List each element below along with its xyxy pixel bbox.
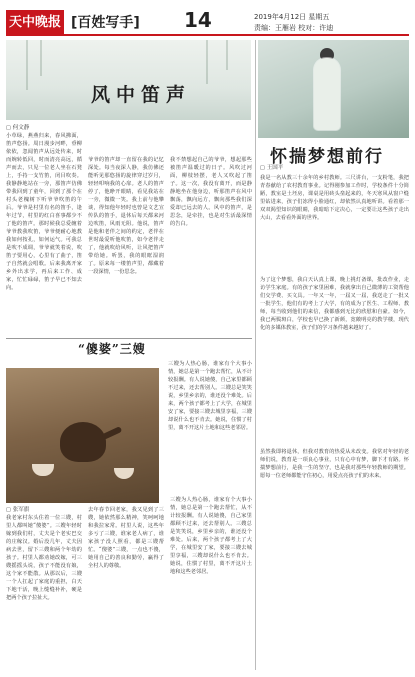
article3-col1-right: 三嫂为人热心肠，谁家有个大事小情，她总是第一个跑去帮忙，从不计较报酬。有人说她傻，自己家里都顾不过来，还去帮别人。三嫂总是笑笑说，乡里乡亲的，谁还没个难处。后来，两个孩子都考上了大学，在城里安了家，要接三嫂去城里享福，三嫂却说什么也不肯去。她说，住惯了村里，离不开这片土地和这些老邻居。 xyxy=(168,361,252,431)
article3-col2: 去年春节回老家，我又见到了三嫂，她依然那么精神，笑呵呵地和我拉家常。村里人说，这些年多亏了三嫂，谁家老人病了，谁家孩子没人照看，都是三嫂帮忙。“傻婆”三嫂，一点也不傻，她用自己的善良和勤劳，赢得了全村人的尊敬。 xyxy=(88,507,164,569)
article3-col1: □ 张军旗 我老家村东头住着一位三嫂，村里人都叫她“傻婆”。三嫂年轻时嫁到我们村，丈夫是个老实巴交的庄稼汉。婚后没几年，丈夫因病去世，留下三嫂和两个年幼的孩子。村里人都劝她改嫁，可三嫂摇摇头说，孩子不能没有娘，这个家不能散。从那以后，三嫂一个人扛起了家庭的重担，白天下地干活，晚上缝缝补补，硬是把两个孩子拉扯大。 xyxy=(6,506,82,671)
article2-col3: 虽然我即将退休，但我对教育的热爱从未改变。我常对年轻的老师们说，教育是一项良心事业，只有心中有梦，脚下才有路。怀揣梦想前行，是我一生的坚守，也是我对那些年轻教师的期望。愿每一位老师都能守住初心，用爱点亮孩子们的未来。 xyxy=(260,449,409,479)
article-title-sister: “傻婆”三嫂 xyxy=(78,342,146,356)
date-line: 2019年4月12日 星期五 xyxy=(254,13,330,21)
article1-col2: 爷爷的笛声却一直留在我的记忆深处。每当夜深人静，我仿佛还能听见那悠扬的旋律穿过岁月，轻轻叩响我的心扉。老人的笛声停了，他睁开眼睛，看见我站在一旁，微微一笑。我上前与他攀谈，得知他年轻时也曾是文艺宣传队的笛手，退休后每天都来河边吹笛，风雨无阻。他说，笛声是他和老伴之间的约定，老伴在世时最爱听他吹笛，如今老伴走了，他就吹给风听，让风把笛声带给她。听罢，我的眼眶湿润了。原来每一缕笛声里，都藏着一段深情，一份思念。 xyxy=(88,157,164,275)
article2-col1: 我是一名从教三十余年的乡村教师。三尺讲台，一支粉笔，我把青春献给了农村教育事业。记得刚参加工作时，学校条件十分简陋，教室是土坯房，课桌是用砖头垒起来的，冬天寒风从窗户缝里钻进来，孩子们冻得小脸通红，却依然认真地听讲。看着那一双双渴望知识的眼睛，我暗暗下定决心，一定要让这些孩子走出大山，去看看外面的世界。 xyxy=(260,175,409,221)
article3-author: □ 张军旗 xyxy=(6,506,82,514)
article-title-dream: 怀揣梦想前行 xyxy=(270,147,384,167)
masthead-rule xyxy=(6,34,409,36)
hero-illustration xyxy=(6,40,251,120)
article2-author: □ 王国平 xyxy=(260,164,409,172)
article1-col1: □ 何文静 小草绿，燕燕归来，春风拂面，笛声悠扬。周日漫步河畔，垂柳依依，忽闻笛声从远处传来，时而婉转低回，时而清亮高远，循声而去，只见一位老人坐在石凳上，手持一支竹笛，闭目吹奏。我静静地站在一旁，那笛声仿佛带我回到了童年，回到了那个在村头老槐树下听爷爷吹笛的午后。爷爷是村里有名的笛手，逢年过节，村里的红白喜事都少不了他的笛声。那时候我总爱缠着爷爷教我吹笛，爷爷便耐心地教我如何按孔，如何运气。可我总是吹不成调，爷爷就笑着说，吹笛子要用心，心里有了曲子，笛子自然就会唱歌。后来我离开家乡外出求学，再后来工作、成家，忙忙碌碌，笛子早已不知去向。 xyxy=(6,124,82,336)
issue-info xyxy=(254,12,333,34)
column-divider xyxy=(255,40,256,670)
article1-author: □ 何文静 xyxy=(6,124,82,132)
illustration-tea-photo xyxy=(6,368,159,503)
article2-col2: 为了这个梦想，我白天认真上课，晚上挑灯备课，批改作业，走访学生家庭。有的孩子家里困难，我就拿出自己微薄的工资帮他们交学费、买文具。一年又一年，一届又一届，我送走了一批又一批学生，他们有的考上了大学，有的成为了医生、工程师、教师，每当收到他们的来信，我都感到无比的欣慰和自豪。如今，我已两鬓斑白，学校也早已换了新颜，宽敞明亮的教学楼，现代化的多媒体教室，孩子们的学习条件越来越好了。 xyxy=(260,277,409,331)
page-number: 14 xyxy=(184,8,212,32)
article3-col3: 三嫂为人热心肠，谁家有个大事小情，她总是第一个跑去帮忙，从不计较报酬。有人说她傻，自己家里都顾不过来，还去帮别人。三嫂总是笑笑说，乡里乡亲的，谁还没个难处。后来，两个孩子都考上了大学，在城里安了家，要接三嫂去城里享福，三嫂却说什么也不肯去。她说，住惯了村里，离不开这片土地和这些老邻居。 xyxy=(170,497,252,575)
newspaper-logo: 天中晚报 xyxy=(6,10,64,36)
illustration-lady-photo xyxy=(258,40,409,138)
article1-col3: 我不禁想起自己的爷爷，想起那些被笛声温暖过的日子。风吹过河面，柳枝轻摆，老人又吹起了笛子。这一次，我没有离开，而是静静地坐在他身边，听那笛声在风中飘荡，飘向远方，飘向那些我们深爱却已远去的人。风中的笛声，是思念，是牵挂，也是对生活最深情的告白。 xyxy=(170,157,252,227)
section-name: [百姓写手] xyxy=(71,15,140,31)
article-title-flute: 风中笛声 xyxy=(91,84,192,106)
section-divider xyxy=(6,338,252,339)
editor-line: 责编：王雁岩 校对：许迪 xyxy=(254,24,334,32)
